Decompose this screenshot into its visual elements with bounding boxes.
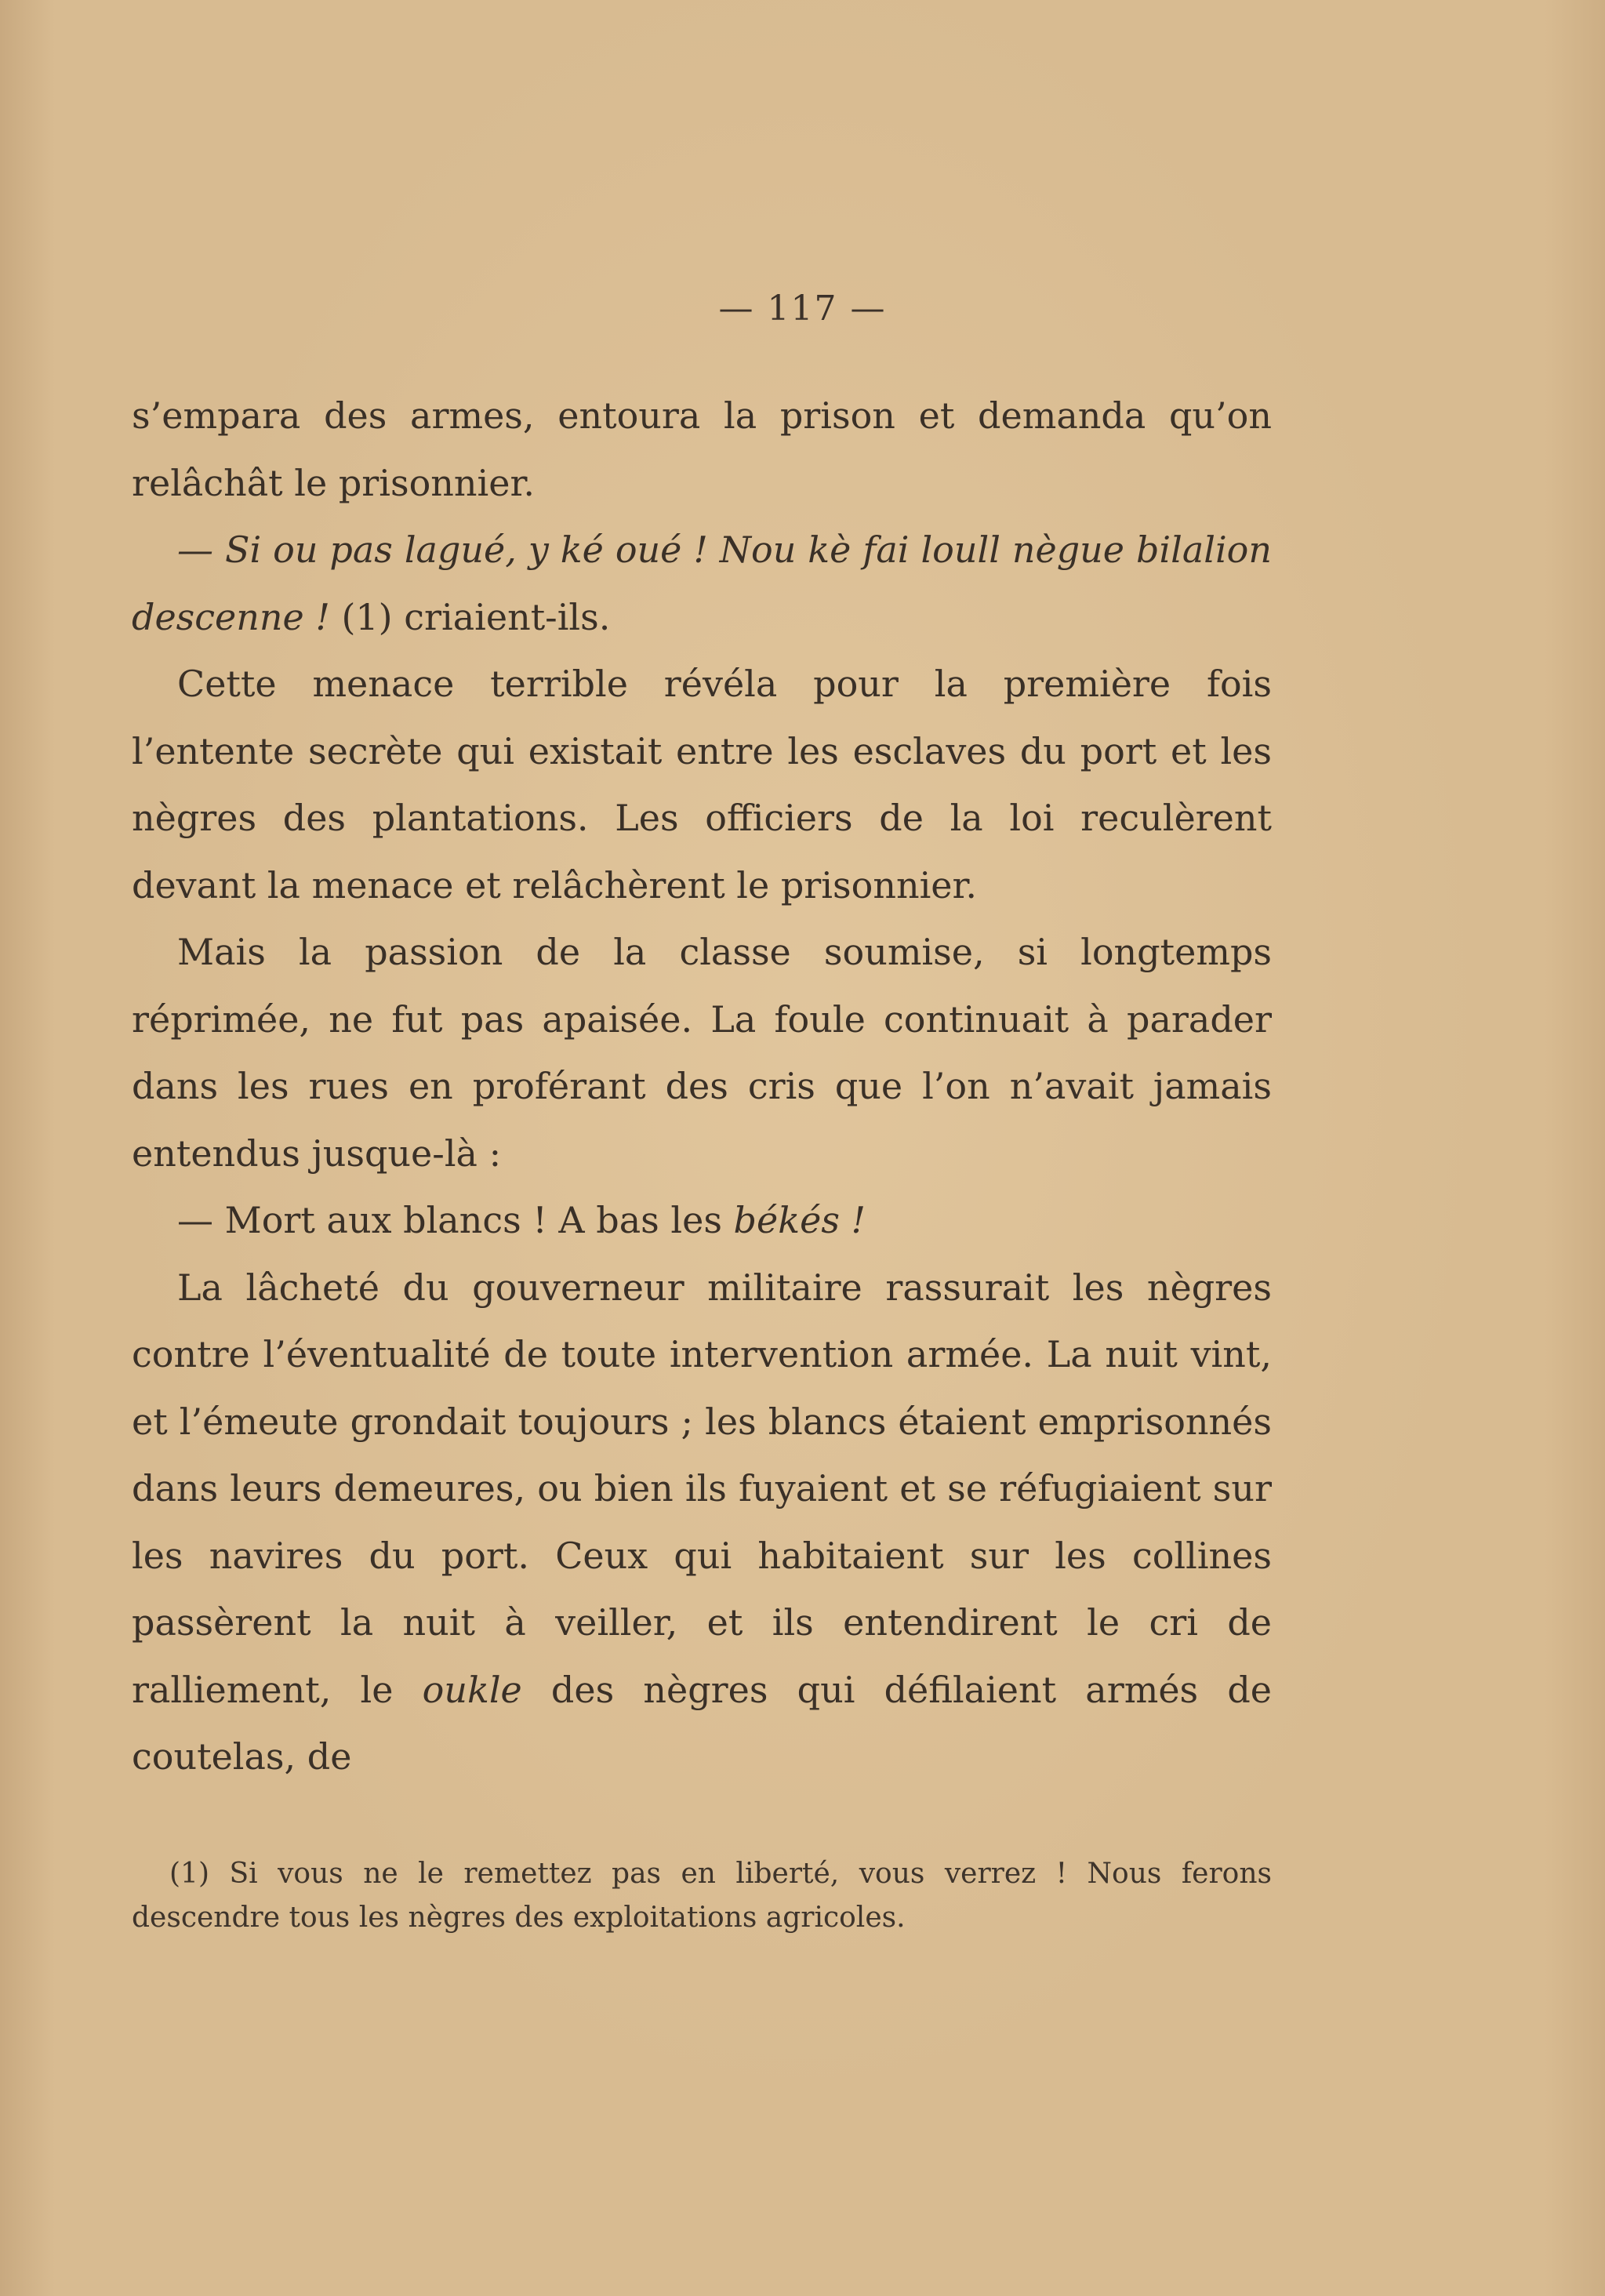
paragraph-6-start: La lâcheté du gouverneur militaire rassurait les nègres contre l’éventualité de toute intervention armée. La nuit vint, et l’émeute grondait toujours ; les blancs étaient emprisonnés dans leurs demeures, ou bien ils fuyaient et se réfugiaient sur les navires du port. Ceux qui habitaient sur les collines passèrent la nuit à veiller, et ils entendirent le cri de ralliement, le [132, 1266, 1272, 1711]
paragraph-2 [132, 517, 1272, 651]
paragraph-5-start: — Mort aux blancs ! A bas les [177, 1199, 734, 1241]
paragraph-6-end: des nègres qui défilaient armés de coutelas, de [132, 1668, 1272, 1778]
bekes-italic: békés ! [733, 1199, 866, 1241]
page-number: — 117 — [718, 289, 887, 329]
creole-quote: — Si ou pas lagué, y ké oué ! Nou kè fai loull nègue bilalion descenne ! [132, 529, 1272, 638]
footnote-text: (1) Si vous ne le remettez pas en liberté, vous verrez ! Nous ferons descendre tous les nègres des exploitations agricoles. [132, 1858, 1272, 1934]
paragraph-1: s’empara des armes, entoura la prison et demanda qu’on relâchât le prisonnier. [132, 394, 1272, 504]
oukle-italic: oukle [422, 1668, 522, 1711]
paragraph-6 [132, 1255, 1272, 1791]
paragraph-4: Mais la passion de la classe soumise, si longtemps réprimée, ne fut pas apaisée. La foule continuait à parader dans les rues en proférant des cris que l’on n’avait jamais entendus jusque-là : [132, 931, 1272, 1175]
paragraph-3: Cette menace terrible révéla pour la première fois l’entente secrète qui existait entre les esclaves du port et les nègres des plantations. Les officiers de la loi reculèrent devant la menace et relâchèrent le prisonnier. [132, 663, 1272, 906]
paragraph-5 [132, 1187, 1272, 1255]
footnote [132, 1852, 1272, 1940]
body-text [132, 383, 1272, 1791]
paragraph-2-rest: (1) criaient-ils. [329, 595, 611, 638]
